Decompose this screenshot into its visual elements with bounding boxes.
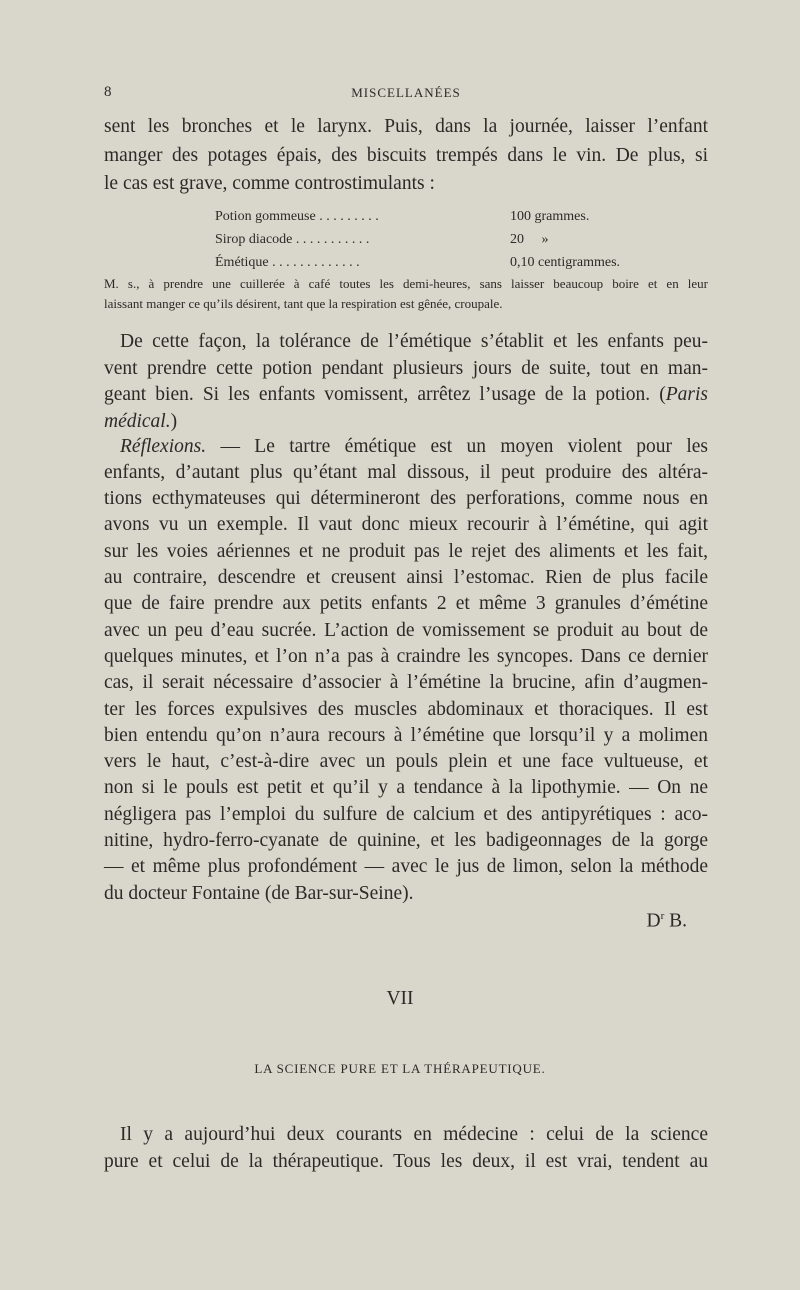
running-title: MISCELLANÉES — [351, 85, 461, 100]
prescription-quantity: 0,10 centigrammes. — [510, 255, 621, 270]
page-number: 8 — [104, 84, 112, 100]
text-line: ter les forces expulsives des muscles abdominaux et thoraciques. Il est — [104, 699, 708, 720]
text-line — [104, 434, 708, 460]
text-line: — et même plus profondément — avec le jus de limon, selon la méthode — [104, 856, 708, 877]
running-head — [104, 84, 708, 106]
text-line: quelques minutes, et l’on n’a pas à craindre les syncopes. Dans ce dernier — [104, 646, 708, 667]
reflexions-label: Réflexions. — [120, 436, 207, 457]
prescription-item: Sirop diacode . . . . . . . . . . . — [215, 232, 370, 247]
journal-name: Paris — [665, 384, 708, 405]
text-line: avons vu un exemple. Il vaut donc mieux recourir à l’émétine, qui agit — [104, 514, 708, 535]
section-title: LA SCIENCE PURE ET LA THÉRAPEUTIQUE. — [254, 1061, 546, 1076]
signature: $D^r$ B. — [646, 910, 687, 932]
journal-name-cont: médical. — [104, 411, 171, 432]
instruction-line: M. s., à prendre une cuillerée à café toutes les demi-heures, sans laisser beaucoup boire et en leur — [104, 276, 708, 291]
text-line: bien entendu qu’on n’aura recours à l’émétine que lorsqu’il y a molimen — [104, 725, 708, 746]
text-line: sent les bronches et le larynx. Puis, dans la journée, laisser l’enfant — [104, 116, 708, 137]
text-line: vers le haut, c’est-à-dire avec un pouls plein et une face vultueuse, et — [104, 751, 708, 772]
text-fragment: geant bien. Si les enfants vomissent, arrêtez l’usage de la potion. ( — [104, 384, 666, 405]
text-line: que de faire prendre aux petits enfants 2 et même 3 granules d’émétine — [104, 593, 708, 614]
text-line: au contraire, descendre et creusent ainsi l’estomac. Rien de plus facile — [104, 567, 708, 588]
prescription-item: Potion gommeuse . . . . . . . . . — [215, 209, 379, 224]
text-line — [104, 409, 708, 435]
text-line: le cas est grave, comme controstimulants : — [104, 173, 435, 194]
text-line: vent prendre cette potion pendant plusieurs jours de suite, tout en man- — [104, 358, 708, 379]
section-number: VII — [386, 988, 414, 1009]
text-line: Il y a aujourd’hui deux courants en médecine : celui de la science — [120, 1124, 708, 1145]
text-fragment: ) — [170, 411, 178, 432]
prescription-item: Émétique . . . . . . . . . . . . . — [215, 255, 360, 270]
prescription-quantity: 100 grammes. — [510, 209, 590, 224]
text-line: nitine, hydro-ferro-cyanate de quinine, et les badigeonnages de la gorge — [104, 830, 708, 851]
text-line: non si le pouls est petit et qu’il y a tendance à la lipothymie. — On ne — [104, 777, 708, 798]
text-line: sur les voies aériennes et ne produit pas le rejet des aliments et les fait, — [104, 541, 708, 562]
text-line: négligera pas l’emploi du sulfure de calcium et des antipyrétiques : aco- — [104, 804, 708, 825]
instruction-line: laissant manger ce qu’ils désirent, tant que la respiration est gênée, croupale. — [104, 296, 503, 311]
text-line: enfants, d’autant plus qu’étant mal dissous, il peut produire des altéra- — [104, 462, 708, 483]
text-line: pure et celui de la thérapeutique. Tous les deux, il est vrai, tendent au — [104, 1151, 708, 1172]
text-line: cas, il serait nécessaire d’associer à l’émétine la brucine, afin d’augmen- — [104, 672, 708, 693]
text-line — [104, 382, 708, 408]
text-line: manger des potages épais, des biscuits trempés dans le vin. De plus, si — [104, 145, 708, 166]
text-line: De cette façon, la tolérance de l’émétique s’établit et les enfants peu- — [120, 331, 708, 352]
text-fragment: — Le tartre émétique est un moyen violent pour les — [206, 436, 708, 457]
text-line: du docteur Fontaine (de Bar-sur-Seine). — [104, 883, 414, 904]
text-line: tions ecthymateuses qui détermineront des perforations, comme nous en — [104, 488, 708, 509]
text-line: avec un peu d’eau sucrée. L’action de vomissement se produit au bout de — [104, 620, 708, 641]
prescription-quantity: 20 » — [510, 232, 549, 247]
